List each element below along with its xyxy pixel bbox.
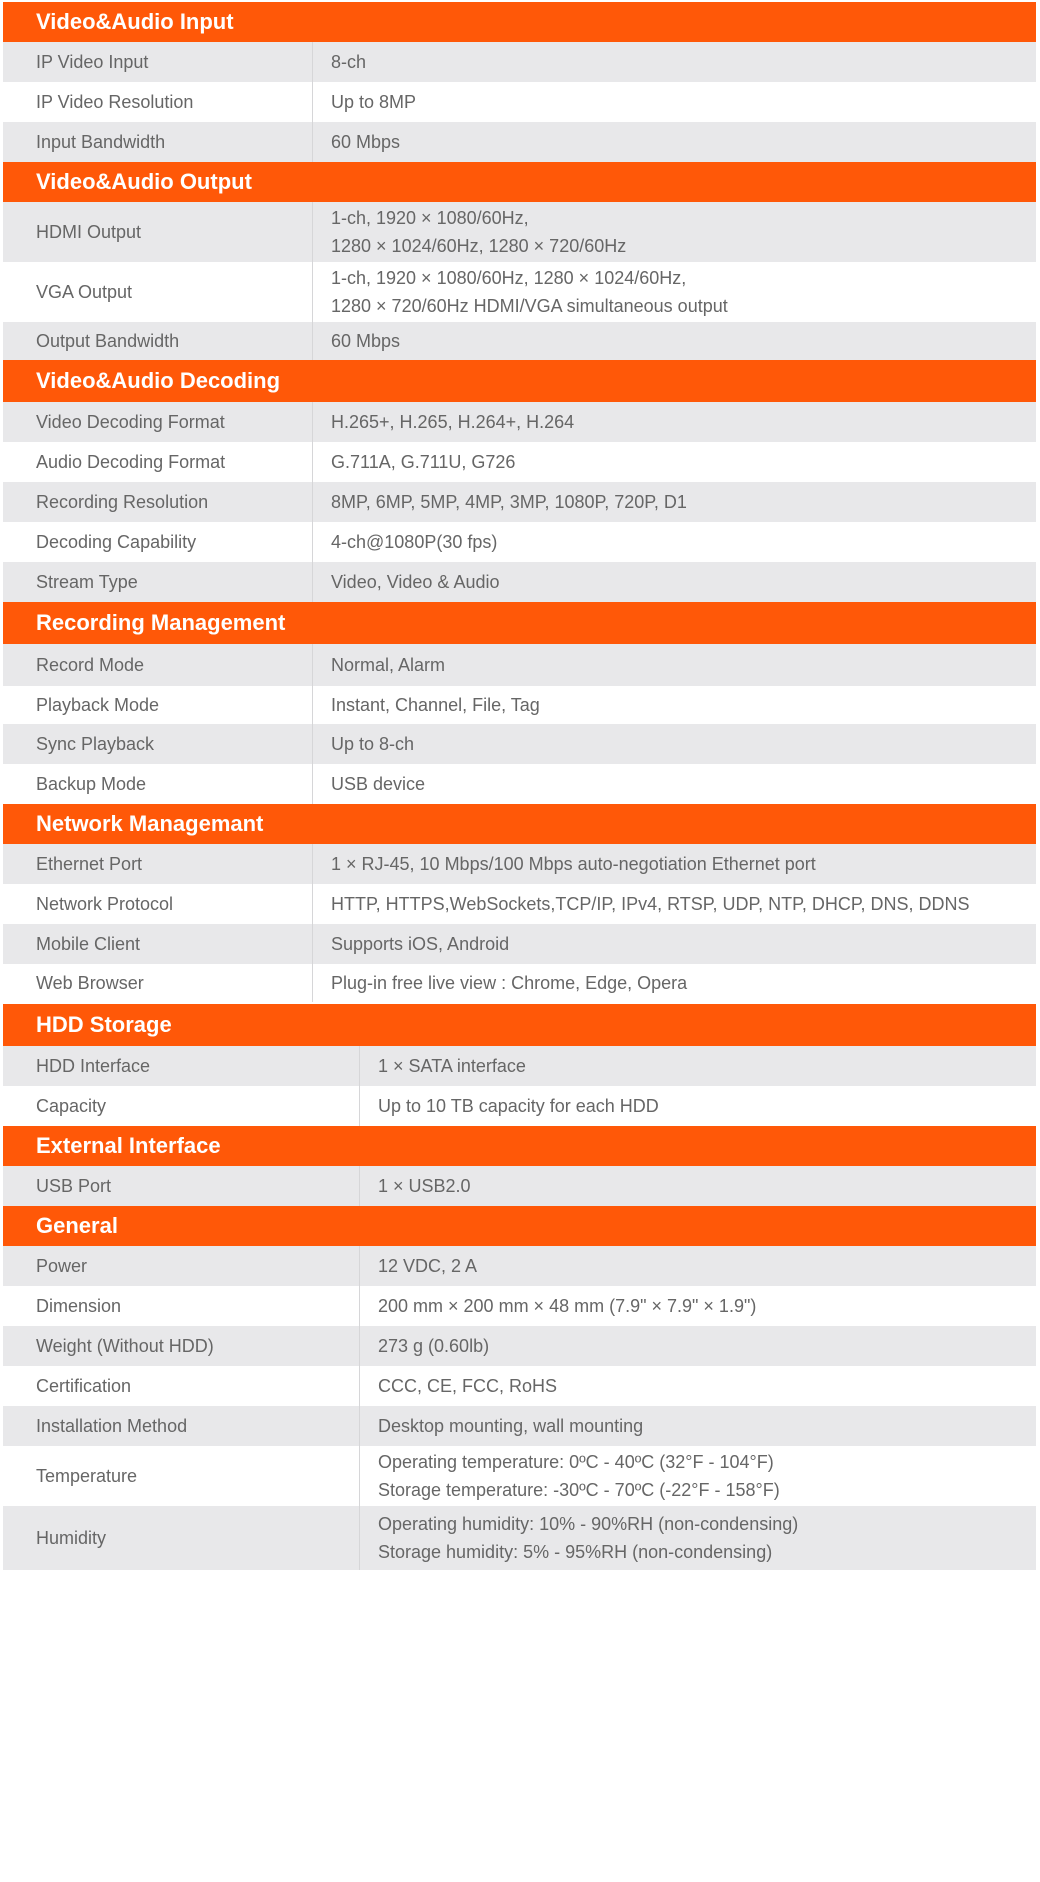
spec-value xyxy=(313,122,1036,162)
spec-row-power xyxy=(3,1246,1036,1286)
spec-label: Input Bandwidth xyxy=(3,122,313,162)
spec-row-video-decoding-format xyxy=(3,402,1036,442)
spec-value-line: Up to 8MP xyxy=(331,92,417,112)
spec-label: Stream Type xyxy=(3,562,313,602)
spec-value-line: CCC, CE, FCC, RoHS xyxy=(378,1376,558,1396)
spec-value xyxy=(313,964,1036,1002)
spec-value xyxy=(313,522,1036,562)
spec-label: Capacity xyxy=(3,1086,360,1126)
spec-value xyxy=(313,262,1036,322)
spec-row-output-bandwidth xyxy=(3,322,1036,360)
spec-row-weight-without-hdd xyxy=(3,1326,1036,1366)
spec-label: Certification xyxy=(3,1366,360,1406)
spec-value xyxy=(360,1506,1036,1570)
spec-value-line: 8MP, 6MP, 5MP, 4MP, 3MP, 1080P, 720P, D1 xyxy=(331,492,687,512)
spec-value xyxy=(313,42,1036,82)
spec-value-line: Up to 8-ch xyxy=(331,734,415,754)
spec-value xyxy=(313,884,1036,924)
spec-row-playback-mode xyxy=(3,686,1036,724)
spec-value-line: Plug-in free live view : Chrome, Edge, Opera xyxy=(331,973,688,993)
spec-label: Web Browser xyxy=(3,964,313,1002)
spec-value xyxy=(360,1166,1036,1206)
spec-value xyxy=(360,1246,1036,1286)
spec-value-line: 200 mm × 200 mm × 48 mm (7.9" × 7.9" × 1.9") xyxy=(378,1296,757,1316)
spec-value-line: 1 × RJ-45, 10 Mbps/100 Mbps auto-negotiation Ethernet port xyxy=(331,854,816,874)
spec-label: IP Video Resolution xyxy=(3,82,313,122)
spec-row-record-mode xyxy=(3,644,1036,686)
spec-row-temperature xyxy=(3,1446,1036,1506)
section-header-general: General xyxy=(3,1206,1036,1246)
spec-label: Backup Mode xyxy=(3,764,313,804)
spec-value-line: 1280 × 720/60Hz HDMI/VGA simultaneous output xyxy=(331,296,728,316)
spec-label: Network Protocol xyxy=(3,884,313,924)
spec-value-line: Storage humidity: 5% - 95%RH (non-condensing) xyxy=(378,1542,773,1562)
spec-label: Decoding Capability xyxy=(3,522,313,562)
spec-label: USB Port xyxy=(3,1166,360,1206)
spec-value xyxy=(313,322,1036,360)
spec-label: Dimension xyxy=(3,1286,360,1326)
spec-value-line: Normal, Alarm xyxy=(331,655,446,675)
section-header-video-audio-decoding: Video&Audio Decoding xyxy=(3,360,1036,402)
spec-row-mobile-client xyxy=(3,924,1036,964)
spec-row-vga-output xyxy=(3,262,1036,322)
spec-value-line: Desktop mounting, wall mounting xyxy=(378,1416,644,1436)
section-header-hdd-storage: HDD Storage xyxy=(3,1004,1036,1046)
spec-value-line: 273 g (0.60lb) xyxy=(378,1336,490,1356)
spec-value-line: 8-ch xyxy=(331,52,367,72)
spec-value xyxy=(360,1286,1036,1326)
spec-row-ethernet-port xyxy=(3,844,1036,884)
spec-value-line: 1 × SATA interface xyxy=(378,1056,526,1076)
spec-value xyxy=(313,686,1036,724)
spec-value-line: 1 × USB2.0 xyxy=(378,1176,471,1196)
spec-value xyxy=(313,442,1036,482)
spec-row-backup-mode xyxy=(3,764,1036,804)
spec-label: Record Mode xyxy=(3,644,313,686)
spec-row-stream-type xyxy=(3,562,1036,602)
spec-row-usb-port xyxy=(3,1166,1036,1206)
spec-value-line: Supports iOS, Android xyxy=(331,934,510,954)
section-header-recording-management: Recording Management xyxy=(3,602,1036,644)
spec-value xyxy=(313,402,1036,442)
spec-value-line: 4-ch@1080P(30 fps) xyxy=(331,532,498,552)
spec-value xyxy=(313,764,1036,804)
spec-value-line: G.711A, G.711U, G726 xyxy=(331,452,516,472)
spec-label: Installation Method xyxy=(3,1406,360,1446)
spec-row-capacity xyxy=(3,1086,1036,1126)
spec-value xyxy=(313,924,1036,964)
spec-label: Mobile Client xyxy=(3,924,313,964)
spec-row-network-protocol xyxy=(3,884,1036,924)
spec-row-humidity xyxy=(3,1506,1036,1570)
spec-label: Temperature xyxy=(3,1446,360,1506)
spec-value xyxy=(360,1046,1036,1086)
spec-row-hdmi-output xyxy=(3,202,1036,262)
spec-value-line: 1-ch, 1920 × 1080/60Hz, xyxy=(331,208,529,228)
section-header-video-audio-input: Video&Audio Input xyxy=(3,2,1036,42)
spec-label: Audio Decoding Format xyxy=(3,442,313,482)
spec-label: Playback Mode xyxy=(3,686,313,724)
spec-row-web-browser xyxy=(3,964,1036,1002)
spec-label: Weight (Without HDD) xyxy=(3,1326,360,1366)
spec-label: VGA Output xyxy=(3,262,313,322)
spec-label: Ethernet Port xyxy=(3,844,313,884)
spec-value-line: 1-ch, 1920 × 1080/60Hz, 1280 × 1024/60Hz, xyxy=(331,268,687,288)
spec-value xyxy=(360,1326,1036,1366)
spec-label: Video Decoding Format xyxy=(3,402,313,442)
spec-value xyxy=(313,482,1036,522)
spec-row-dimension xyxy=(3,1286,1036,1326)
spec-value xyxy=(360,1446,1036,1506)
spec-value-line: 1280 × 1024/60Hz, 1280 × 720/60Hz xyxy=(331,236,627,256)
spec-value-line: 60 Mbps xyxy=(331,132,401,152)
spec-value xyxy=(313,82,1036,122)
spec-row-input-bandwidth xyxy=(3,122,1036,162)
spec-value xyxy=(313,644,1036,686)
spec-label: Recording Resolution xyxy=(3,482,313,522)
spec-value xyxy=(313,562,1036,602)
spec-value-line: 60 Mbps xyxy=(331,331,401,351)
spec-value-line: Video, Video & Audio xyxy=(331,572,500,592)
spec-label: HDD Interface xyxy=(3,1046,360,1086)
spec-row-certification xyxy=(3,1366,1036,1406)
spec-value xyxy=(313,844,1036,884)
spec-value-line: H.265+, H.265, H.264+, H.264 xyxy=(331,412,575,432)
spec-value xyxy=(313,724,1036,764)
spec-value-line: USB device xyxy=(331,774,426,794)
spec-value-line: Operating temperature: 0ºC - 40ºC (32°F - 104°F) xyxy=(378,1452,774,1472)
spec-value xyxy=(360,1086,1036,1126)
spec-label: IP Video Input xyxy=(3,42,313,82)
spec-row-decoding-capability xyxy=(3,522,1036,562)
spec-row-recording-resolution xyxy=(3,482,1036,522)
section-header-external-interface: External Interface xyxy=(3,1126,1036,1166)
spec-row-ip-video-input xyxy=(3,42,1036,82)
spec-value xyxy=(360,1406,1036,1446)
section-header-video-audio-output: Video&Audio Output xyxy=(3,162,1036,202)
spec-label: Output Bandwidth xyxy=(3,322,313,360)
spec-value-line: Operating humidity: 10% - 90%RH (non-condensing) xyxy=(378,1514,799,1534)
spec-value-line: 12 VDC, 2 A xyxy=(378,1256,478,1276)
spec-label: Humidity xyxy=(3,1506,360,1570)
spec-value-line: Up to 10 TB capacity for each HDD xyxy=(378,1096,659,1116)
spec-value xyxy=(360,1366,1036,1406)
spec-value-line: Instant, Channel, File, Tag xyxy=(331,695,540,715)
spec-row-installation-method xyxy=(3,1406,1036,1446)
spec-value-line: Storage temperature: -30ºC - 70ºC (-22°F - 158°F) xyxy=(378,1480,780,1500)
spec-value xyxy=(313,202,1036,262)
spec-row-audio-decoding-format xyxy=(3,442,1036,482)
spec-label: HDMI Output xyxy=(3,202,313,262)
spec-row-hdd-interface xyxy=(3,1046,1036,1086)
spec-row-sync-playback xyxy=(3,724,1036,764)
spec-label: Power xyxy=(3,1246,360,1286)
spec-value-line: HTTP, HTTPS,WebSockets,TCP/IP, IPv4, RTSP, UDP, NTP, DHCP, DNS, DDNS xyxy=(331,894,970,914)
section-header-network-managemant: Network Managemant xyxy=(3,804,1036,844)
spec-row-ip-video-resolution xyxy=(3,82,1036,122)
spec-label: Sync Playback xyxy=(3,724,313,764)
